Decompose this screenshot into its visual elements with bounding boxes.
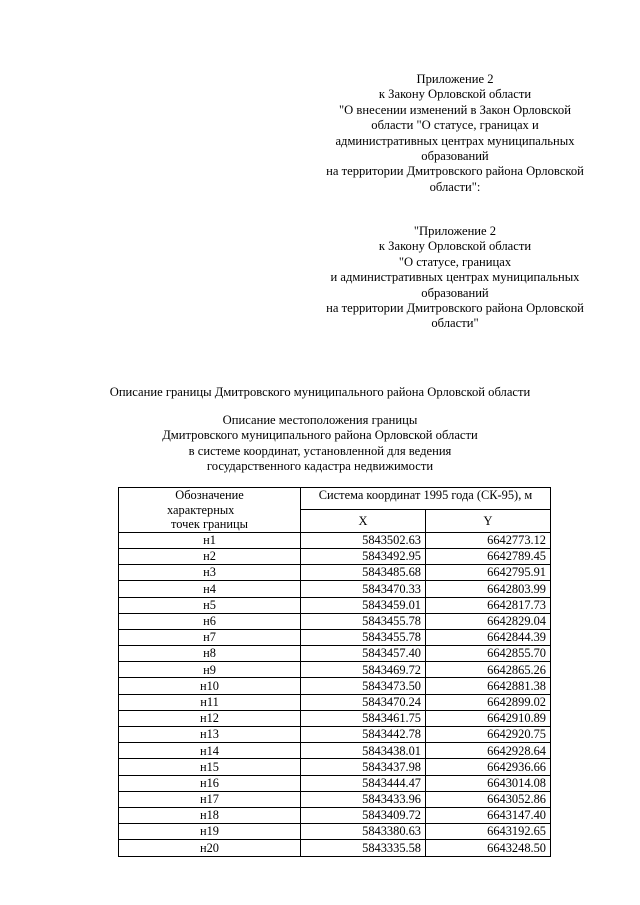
table-row	[119, 710, 551, 726]
appendix-header-line: на территории Дмитровского района Орловской	[326, 164, 584, 179]
x-cell: 5843485.68	[301, 565, 426, 581]
table-row	[119, 532, 551, 548]
y-column-header: Y	[426, 510, 551, 532]
y-cell: 6642865.26	[426, 662, 551, 678]
y-cell: 6642795.91	[426, 565, 551, 581]
table-row	[119, 694, 551, 710]
table-row	[119, 743, 551, 759]
point-cell: н1	[119, 532, 301, 548]
x-cell: 5843457.40	[301, 646, 426, 662]
x-column-header: X	[301, 510, 426, 532]
x-cell: 5843335.58	[301, 840, 426, 856]
point-cell: н15	[119, 759, 301, 775]
appendix-header-line: "О внесении изменений в Закон Орловской	[339, 102, 571, 117]
coordinates-table	[118, 487, 551, 857]
point-cell: н4	[119, 581, 301, 597]
y-cell: 6642910.89	[426, 710, 551, 726]
table-row	[119, 646, 551, 662]
y-cell: 6642928.64	[426, 743, 551, 759]
point-cell: н6	[119, 613, 301, 629]
table-row	[119, 565, 551, 581]
appendix-quoted-line: "О статусе, границах	[398, 254, 512, 269]
appendix-quoted	[310, 224, 600, 332]
point-cell: н3	[119, 565, 301, 581]
table-row	[119, 678, 551, 694]
table-row	[119, 840, 551, 856]
point-cell: н18	[119, 807, 301, 823]
appendix-header-line: административных центрах муниципальных	[335, 133, 575, 148]
sub-title-line: Дмитровского муниципального района Орловской области	[162, 428, 478, 443]
y-cell: 6642920.75	[426, 727, 551, 743]
appendix-header-line: образований	[421, 149, 489, 164]
x-cell: 5843473.50	[301, 678, 426, 694]
appendix-header-line: к Закону Орловской области	[378, 87, 532, 102]
point-cell: н13	[119, 727, 301, 743]
table-row	[119, 791, 551, 807]
y-cell: 6642899.02	[426, 694, 551, 710]
point-cell: н5	[119, 597, 301, 613]
header-line: характерных	[167, 502, 235, 517]
table-row	[119, 759, 551, 775]
x-cell: 5843461.75	[301, 710, 426, 726]
x-cell: 5843469.72	[301, 662, 426, 678]
point-cell: н11	[119, 694, 301, 710]
x-cell: 5843470.33	[301, 581, 426, 597]
header-line: Обозначение	[175, 488, 244, 502]
y-cell: 6642773.12	[426, 532, 551, 548]
y-cell: 6643192.65	[426, 824, 551, 840]
x-cell: 5843380.63	[301, 824, 426, 840]
table-row	[119, 727, 551, 743]
point-cell: н8	[119, 646, 301, 662]
appendix-quoted-line: "Приложение 2	[413, 224, 497, 238]
table-row	[119, 807, 551, 823]
x-cell: 5843409.72	[301, 807, 426, 823]
y-cell: 6643014.08	[426, 775, 551, 791]
y-cell: 6642803.99	[426, 581, 551, 597]
y-cell: 6643248.50	[426, 840, 551, 856]
coordinates-body	[119, 532, 551, 856]
table-row	[119, 597, 551, 613]
table-row	[119, 613, 551, 629]
appendix-quoted-line: области"	[431, 316, 479, 331]
y-cell: 6642829.04	[426, 613, 551, 629]
table-row	[119, 824, 551, 840]
x-cell: 5843438.01	[301, 743, 426, 759]
appendix-quoted-line: образований	[421, 285, 489, 300]
location-description-title	[96, 413, 544, 475]
table-row	[119, 581, 551, 597]
y-cell: 6642844.39	[426, 629, 551, 645]
x-cell: 5843492.95	[301, 548, 426, 564]
y-cell: 6642936.66	[426, 759, 551, 775]
point-cell: н10	[119, 678, 301, 694]
y-cell: 6642817.73	[426, 597, 551, 613]
appendix-quoted-line: и административных центрах муниципальных	[330, 270, 580, 285]
appendix-header-line: области":	[429, 179, 481, 194]
sub-title-line: Описание местоположения границы	[222, 413, 418, 427]
sub-title-line: в системе координат, установленной для ведения	[188, 443, 452, 458]
boundary-description-title: Описание границы Дмитровского муниципального района Орловской области	[109, 385, 531, 399]
y-cell: 6642789.45	[426, 548, 551, 564]
table-header-row	[119, 488, 551, 510]
appendix-header-line: области "О статусе, границах и	[371, 118, 539, 133]
y-cell: 6642881.38	[426, 678, 551, 694]
point-designation-header	[119, 488, 301, 533]
point-cell: н20	[119, 840, 301, 856]
appendix-quoted-line: к Закону Орловской области	[378, 239, 532, 254]
table-row	[119, 629, 551, 645]
point-cell: н17	[119, 791, 301, 807]
x-cell: 5843455.78	[301, 629, 426, 645]
x-cell: 5843459.01	[301, 597, 426, 613]
x-cell: 5843433.96	[301, 791, 426, 807]
y-cell: 6643052.86	[426, 791, 551, 807]
header-line: точек границы	[171, 517, 248, 532]
point-cell: н16	[119, 775, 301, 791]
coordinate-system-header: Система координат 1995 года (СК-95), м	[301, 488, 551, 510]
x-cell: 5843455.78	[301, 613, 426, 629]
y-cell: 6642855.70	[426, 646, 551, 662]
point-cell: н12	[119, 710, 301, 726]
point-cell: н19	[119, 824, 301, 840]
table-row	[119, 775, 551, 791]
appendix-header-line: Приложение 2	[416, 72, 494, 86]
x-cell: 5843437.98	[301, 759, 426, 775]
point-cell: н14	[119, 743, 301, 759]
x-cell: 5843442.78	[301, 727, 426, 743]
x-cell: 5843502.63	[301, 532, 426, 548]
table-row	[119, 548, 551, 564]
point-cell: н9	[119, 662, 301, 678]
x-cell: 5843470.24	[301, 694, 426, 710]
point-cell: н2	[119, 548, 301, 564]
table-row	[119, 662, 551, 678]
y-cell: 6643147.40	[426, 807, 551, 823]
appendix-quoted-line: на территории Дмитровского района Орловской	[326, 301, 584, 316]
sub-title-line: государственного кадастра недвижимости	[206, 459, 434, 474]
point-cell: н7	[119, 629, 301, 645]
x-cell: 5843444.47	[301, 775, 426, 791]
appendix-header	[310, 72, 600, 195]
